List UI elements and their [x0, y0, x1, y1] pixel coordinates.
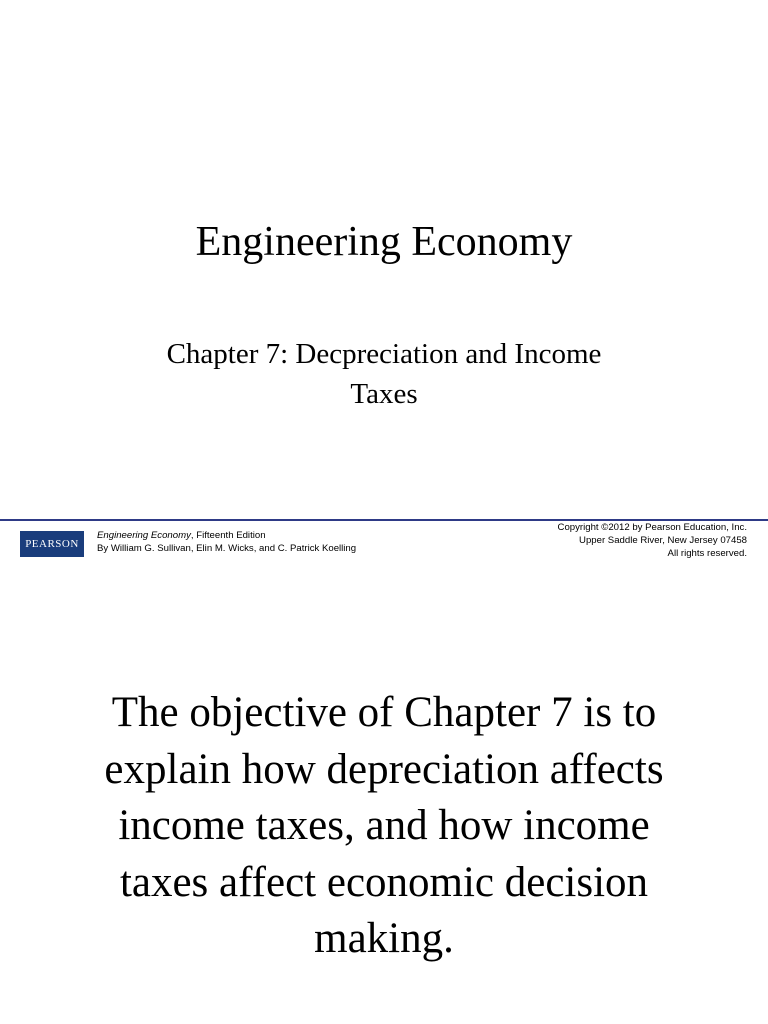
book-edition: , Fifteenth Edition — [190, 530, 266, 541]
objective-line: The objective of Chapter 7 is to — [111, 689, 657, 736]
book-title-line — [97, 529, 356, 542]
objective-line: taxes affect economic decision — [119, 858, 649, 906]
logo-text: PEARSON — [25, 538, 79, 550]
subtitle-line: Chapter 7: Decpreciation and Income — [166, 338, 602, 370]
rights-line: All rights reserved. — [667, 548, 747, 559]
slide-title: Engineering Economy — [195, 219, 573, 265]
footer-book-info — [97, 529, 356, 555]
subtitle-line: Taxes — [350, 378, 418, 410]
objective-text — [40, 685, 728, 968]
book-authors: By William G. Sullivan, Elin M. Wicks, and C. Patrick Koelling — [97, 543, 357, 554]
slide-subtitle — [134, 334, 634, 414]
objective-line: explain how depreciation affects — [104, 745, 664, 793]
objective-line: income taxes, and how income — [118, 802, 650, 849]
book-title: Engineering Economy — [97, 530, 191, 541]
objective-slide — [0, 570, 768, 1024]
copyright-line: Copyright ©2012 by Pearson Education, Inc. — [557, 522, 747, 533]
pearson-logo — [20, 531, 84, 557]
footer-copyright — [558, 521, 747, 560]
objective-line: making. — [314, 915, 454, 962]
address-line: Upper Saddle River, New Jersey 07458 — [579, 535, 747, 546]
